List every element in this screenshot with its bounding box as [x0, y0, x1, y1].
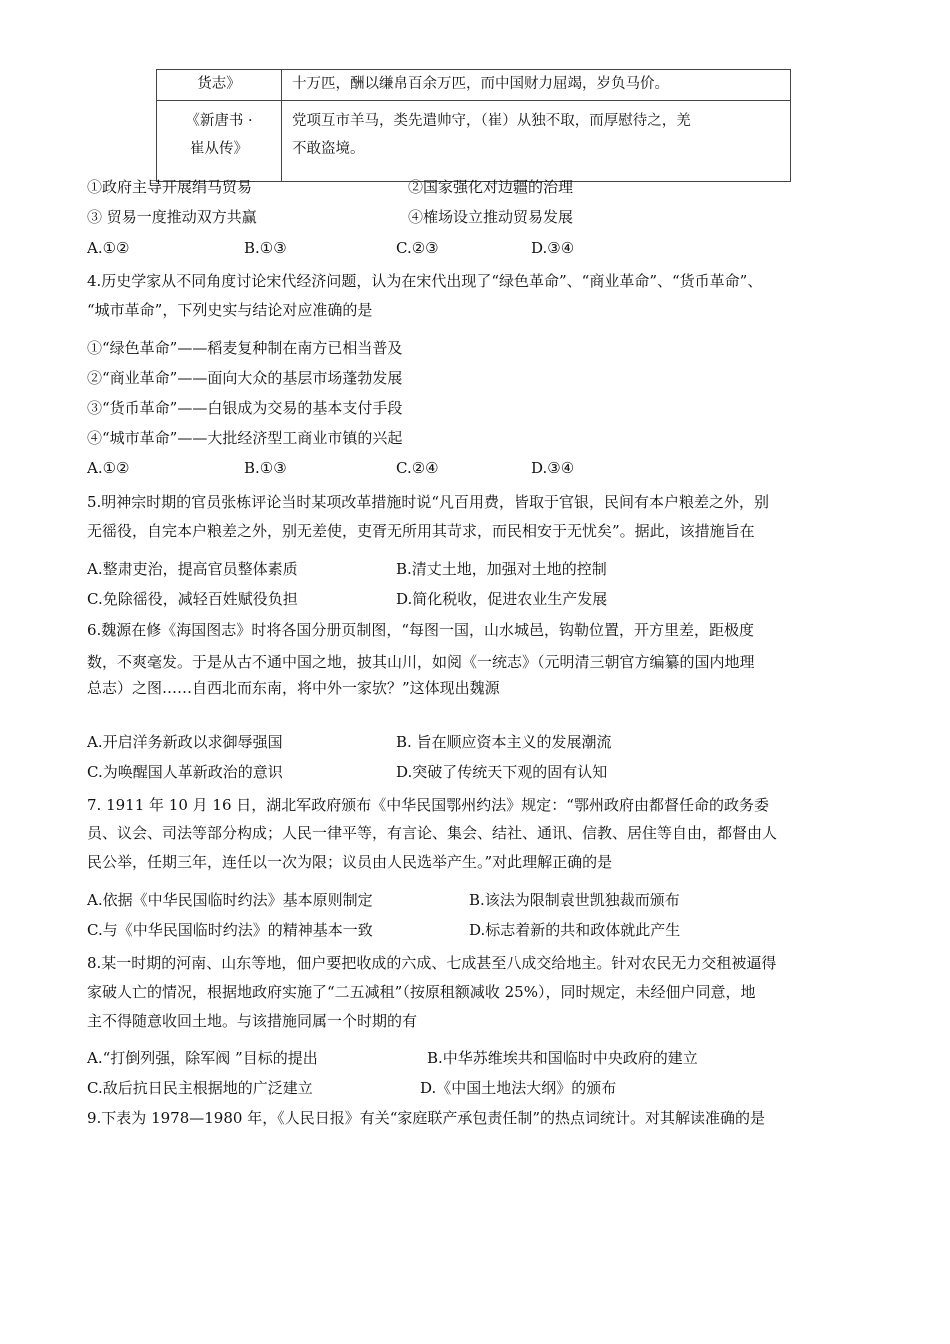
q6-stem-line: 6.魏源在修《海国图志》时将各国分册页制图，“每图一国，山水城邑，钩勒位置，开方里差，距极度: [87, 621, 754, 639]
table-row: [157, 70, 791, 101]
q8-option-d[interactable]: D.《中国土地法大纲》的颁布: [420, 1079, 617, 1097]
table-row: [157, 101, 791, 182]
q7-stem-line: 民公举，任期三年，连任以一次为限；议员由人民选举产生。”对此理解正确的是: [87, 853, 613, 871]
source-table: [156, 69, 791, 182]
q8-stem-line: 8.某一时期的河南、山东等地，佃户要把收成的六成、七成甚至八成交给地主。针对农民无力交租被逼得: [87, 954, 777, 972]
q5-option-b[interactable]: B.清丈土地，加强对土地的控制: [396, 560, 607, 578]
q3-option-b[interactable]: B.①③: [244, 239, 287, 257]
table-source-cell: 货志》: [157, 70, 282, 101]
q3-statement-1: ①政府主导开展绢马贸易: [87, 178, 253, 196]
table-content-cell: [282, 101, 791, 182]
q5-option-d[interactable]: D.简化税收，促进农业生产发展: [396, 590, 608, 608]
q8-option-c[interactable]: C.敌后抗日民主根据地的广泛建立: [87, 1079, 313, 1097]
q3-statement-2: ②国家强化对边疆的治理: [408, 178, 574, 196]
q7-option-c[interactable]: C.与《中华民国临时约法》的精神基本一致: [87, 921, 373, 939]
q7-stem-line: 员、议会、司法等部分构成；人民一律平等，有言论、集会、结社、通讯、信教、居住等自由，都督由人: [87, 824, 778, 842]
q7-option-d[interactable]: D.标志着新的共和政体就此产生: [469, 921, 681, 939]
q5-stem-line: 5.明神宗时期的官员张栋评论当时某项改革措施时说“凡百用费，皆取于官银，民间有本户粮差之外，别: [87, 493, 769, 511]
q7-option-a[interactable]: A.依据《中华民国临时约法》基本原则制定: [87, 891, 373, 909]
q6-stem-line: 数，不爽毫发。于是从古不通中国之地，披其山川，如阅《一统志》（元明清三朝官方编纂的国内地理: [87, 653, 755, 671]
q4-option-c[interactable]: C.②④: [396, 459, 439, 477]
q7-stem-line: 7. 1911 年 10 月 16 日，湖北军政府颁布《中华民国鄂州约法》规定：“鄂州政府由都督任命的政务委: [87, 796, 769, 814]
table-content-line: 党项互市羊马，类先遣帅守，（崔）从独不取，而厚慰待之，羌: [292, 113, 691, 129]
q6-option-d[interactable]: D.突破了传统天下观的固有认知: [396, 763, 608, 781]
q6-stem-line: 总志）之图……自西北而东南，将中外一家欤？”这体现出魏源: [87, 679, 500, 697]
q3-statement-3: ③ 贸易一度推动双方共赢: [87, 208, 257, 226]
q6-option-a[interactable]: A.开启洋务新政以求御辱强国: [87, 733, 283, 751]
q5-stem-line: 无徭役，自完本户粮差之外，别无差使，吏胥无所用其苛求，而民相安于无忧矣”。据此，该措施旨在: [87, 522, 755, 540]
q4-item-3: ③“货币革命”——白银成为交易的基本支付手段: [87, 399, 403, 417]
q8-stem-line: 家破人亡的情况，根据地政府实施了“二五减租”（按原租额减收 25%），同时规定，未经佃户同意，地: [87, 983, 756, 1001]
q3-statement-4: ④榷场设立推动贸易发展: [408, 208, 574, 226]
q9-stem-line: 9.下表为 1978—1980 年，《人民日报》有关“家庭联产承包责任制”的热点词统计。对其解读准确的是: [87, 1109, 766, 1127]
q4-item-2: ②“商业革命”——面向大众的基层市场蓬勃发展: [87, 369, 403, 387]
q4-option-a[interactable]: A.①②: [87, 459, 130, 477]
table-source-line: 《新唐书 ·: [185, 113, 253, 129]
table-source-line: 崔从传》: [190, 141, 248, 157]
q8-stem-line: 主不得随意收回土地。与该措施同属一个时期的有: [87, 1012, 418, 1030]
q6-option-c[interactable]: C.为唤醒国人革新政治的意识: [87, 763, 283, 781]
q4-option-d[interactable]: D.③④: [531, 459, 575, 477]
q5-option-c[interactable]: C.免除徭役，减轻百姓赋役负担: [87, 590, 298, 608]
table-content-line: 不敢盗境。: [292, 141, 365, 157]
q7-option-b[interactable]: B.该法为限制袁世凯独裁而颁布: [469, 891, 680, 909]
q4-stem-line: “城市革命”，下列史实与结论对应准确的是: [87, 301, 373, 319]
q8-option-b[interactable]: B.中华苏维埃共和国临时中央政府的建立: [427, 1049, 698, 1067]
table-source-cell: [157, 101, 282, 182]
q3-option-d[interactable]: D.③④: [531, 239, 575, 257]
q4-item-4: ④“城市革命”——大批经济型工商业市镇的兴起: [87, 429, 403, 447]
q4-option-b[interactable]: B.①③: [244, 459, 287, 477]
table-content-cell: 十万匹，酬以缣帛百余万匹，而中国财力屈竭，岁负马价。: [282, 70, 791, 101]
q5-option-a[interactable]: A.整肃吏治，提高官员整体素质: [87, 560, 298, 578]
q3-option-a[interactable]: A.①②: [87, 239, 130, 257]
q3-option-c[interactable]: C.②③: [396, 239, 439, 257]
q4-item-1: ①“绿色革命”——稻麦复种制在南方已相当普及: [87, 339, 403, 357]
q4-stem-line: 4.历史学家从不同角度讨论宋代经济问题，认为在宋代出现了“绿色革命”、“商业革命”、“货币革命”、: [87, 272, 763, 290]
q8-option-a[interactable]: A.“打倒列强，除军阀 ”目标的提出: [87, 1049, 318, 1067]
q6-option-b[interactable]: B. 旨在顺应资本主义的发展潮流: [396, 733, 612, 751]
